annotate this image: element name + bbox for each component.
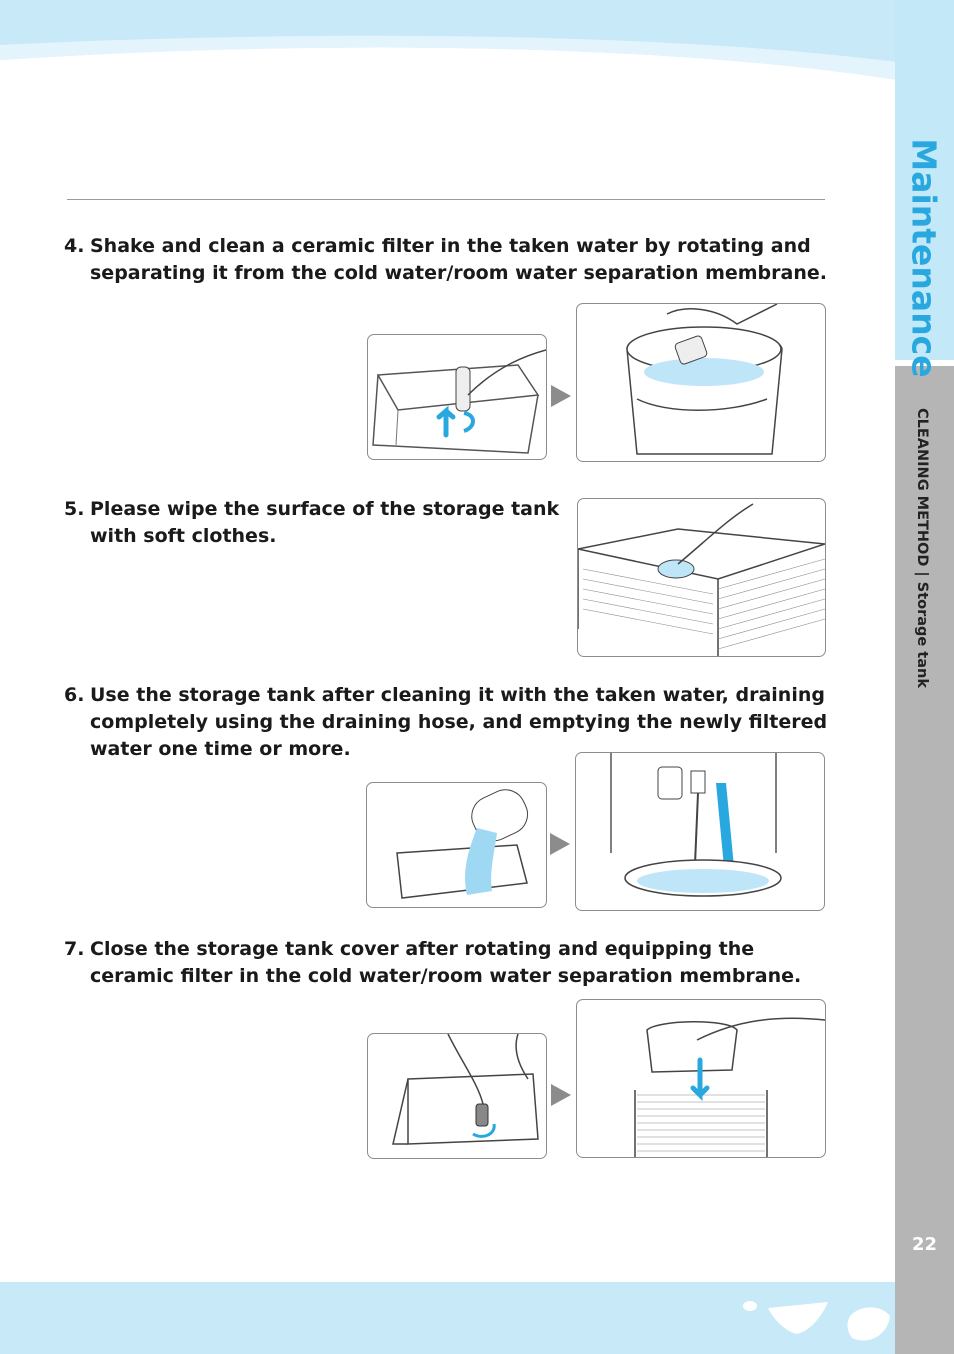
step-7 (64, 936, 834, 990)
step-6 (64, 682, 834, 763)
arrow-right-icon (551, 385, 571, 407)
chapter-subtitle: CLEANING METHOD | Storage tank (914, 408, 930, 688)
figure-filter-washing (576, 303, 826, 462)
page-number: 22 (911, 1234, 938, 1255)
arrow-right-icon (551, 1084, 571, 1106)
step-text: Use the storage tank after cleaning it with the taken water, draining completely using the draining hose, and emptying the newly filtered water one time or more. (90, 684, 828, 760)
section-title: Maintenance (904, 138, 944, 378)
step-4 (64, 233, 834, 287)
step-number: 4. (64, 235, 85, 257)
step-5 (64, 496, 564, 550)
figure-draining-hose (575, 752, 825, 911)
water-drop-decoration (740, 1290, 895, 1354)
figure-filter-removal (367, 334, 547, 460)
arrow-right-icon (550, 833, 570, 855)
step-text: Close the storage tank cover after rotating and equipping the ceramic filter in the cold water/room water separation membrane. (90, 938, 802, 987)
figure-closing-cover (576, 999, 826, 1158)
header-rule (67, 199, 825, 200)
step-number: 5. (64, 498, 85, 520)
step-number: 7. (64, 938, 85, 960)
figure-pouring-water (366, 782, 547, 908)
figure-filter-install (367, 1033, 547, 1159)
step-text: Please wipe the surface of the storage tank with soft clothes. (90, 498, 560, 547)
step-number: 6. (64, 684, 85, 706)
figure-tank-wiping (577, 498, 826, 657)
top-wave-band (0, 0, 954, 90)
step-text: Shake and clean a ceramic filter in the taken water by rotating and separating it from the cold water/room water separation membrane. (90, 235, 827, 284)
